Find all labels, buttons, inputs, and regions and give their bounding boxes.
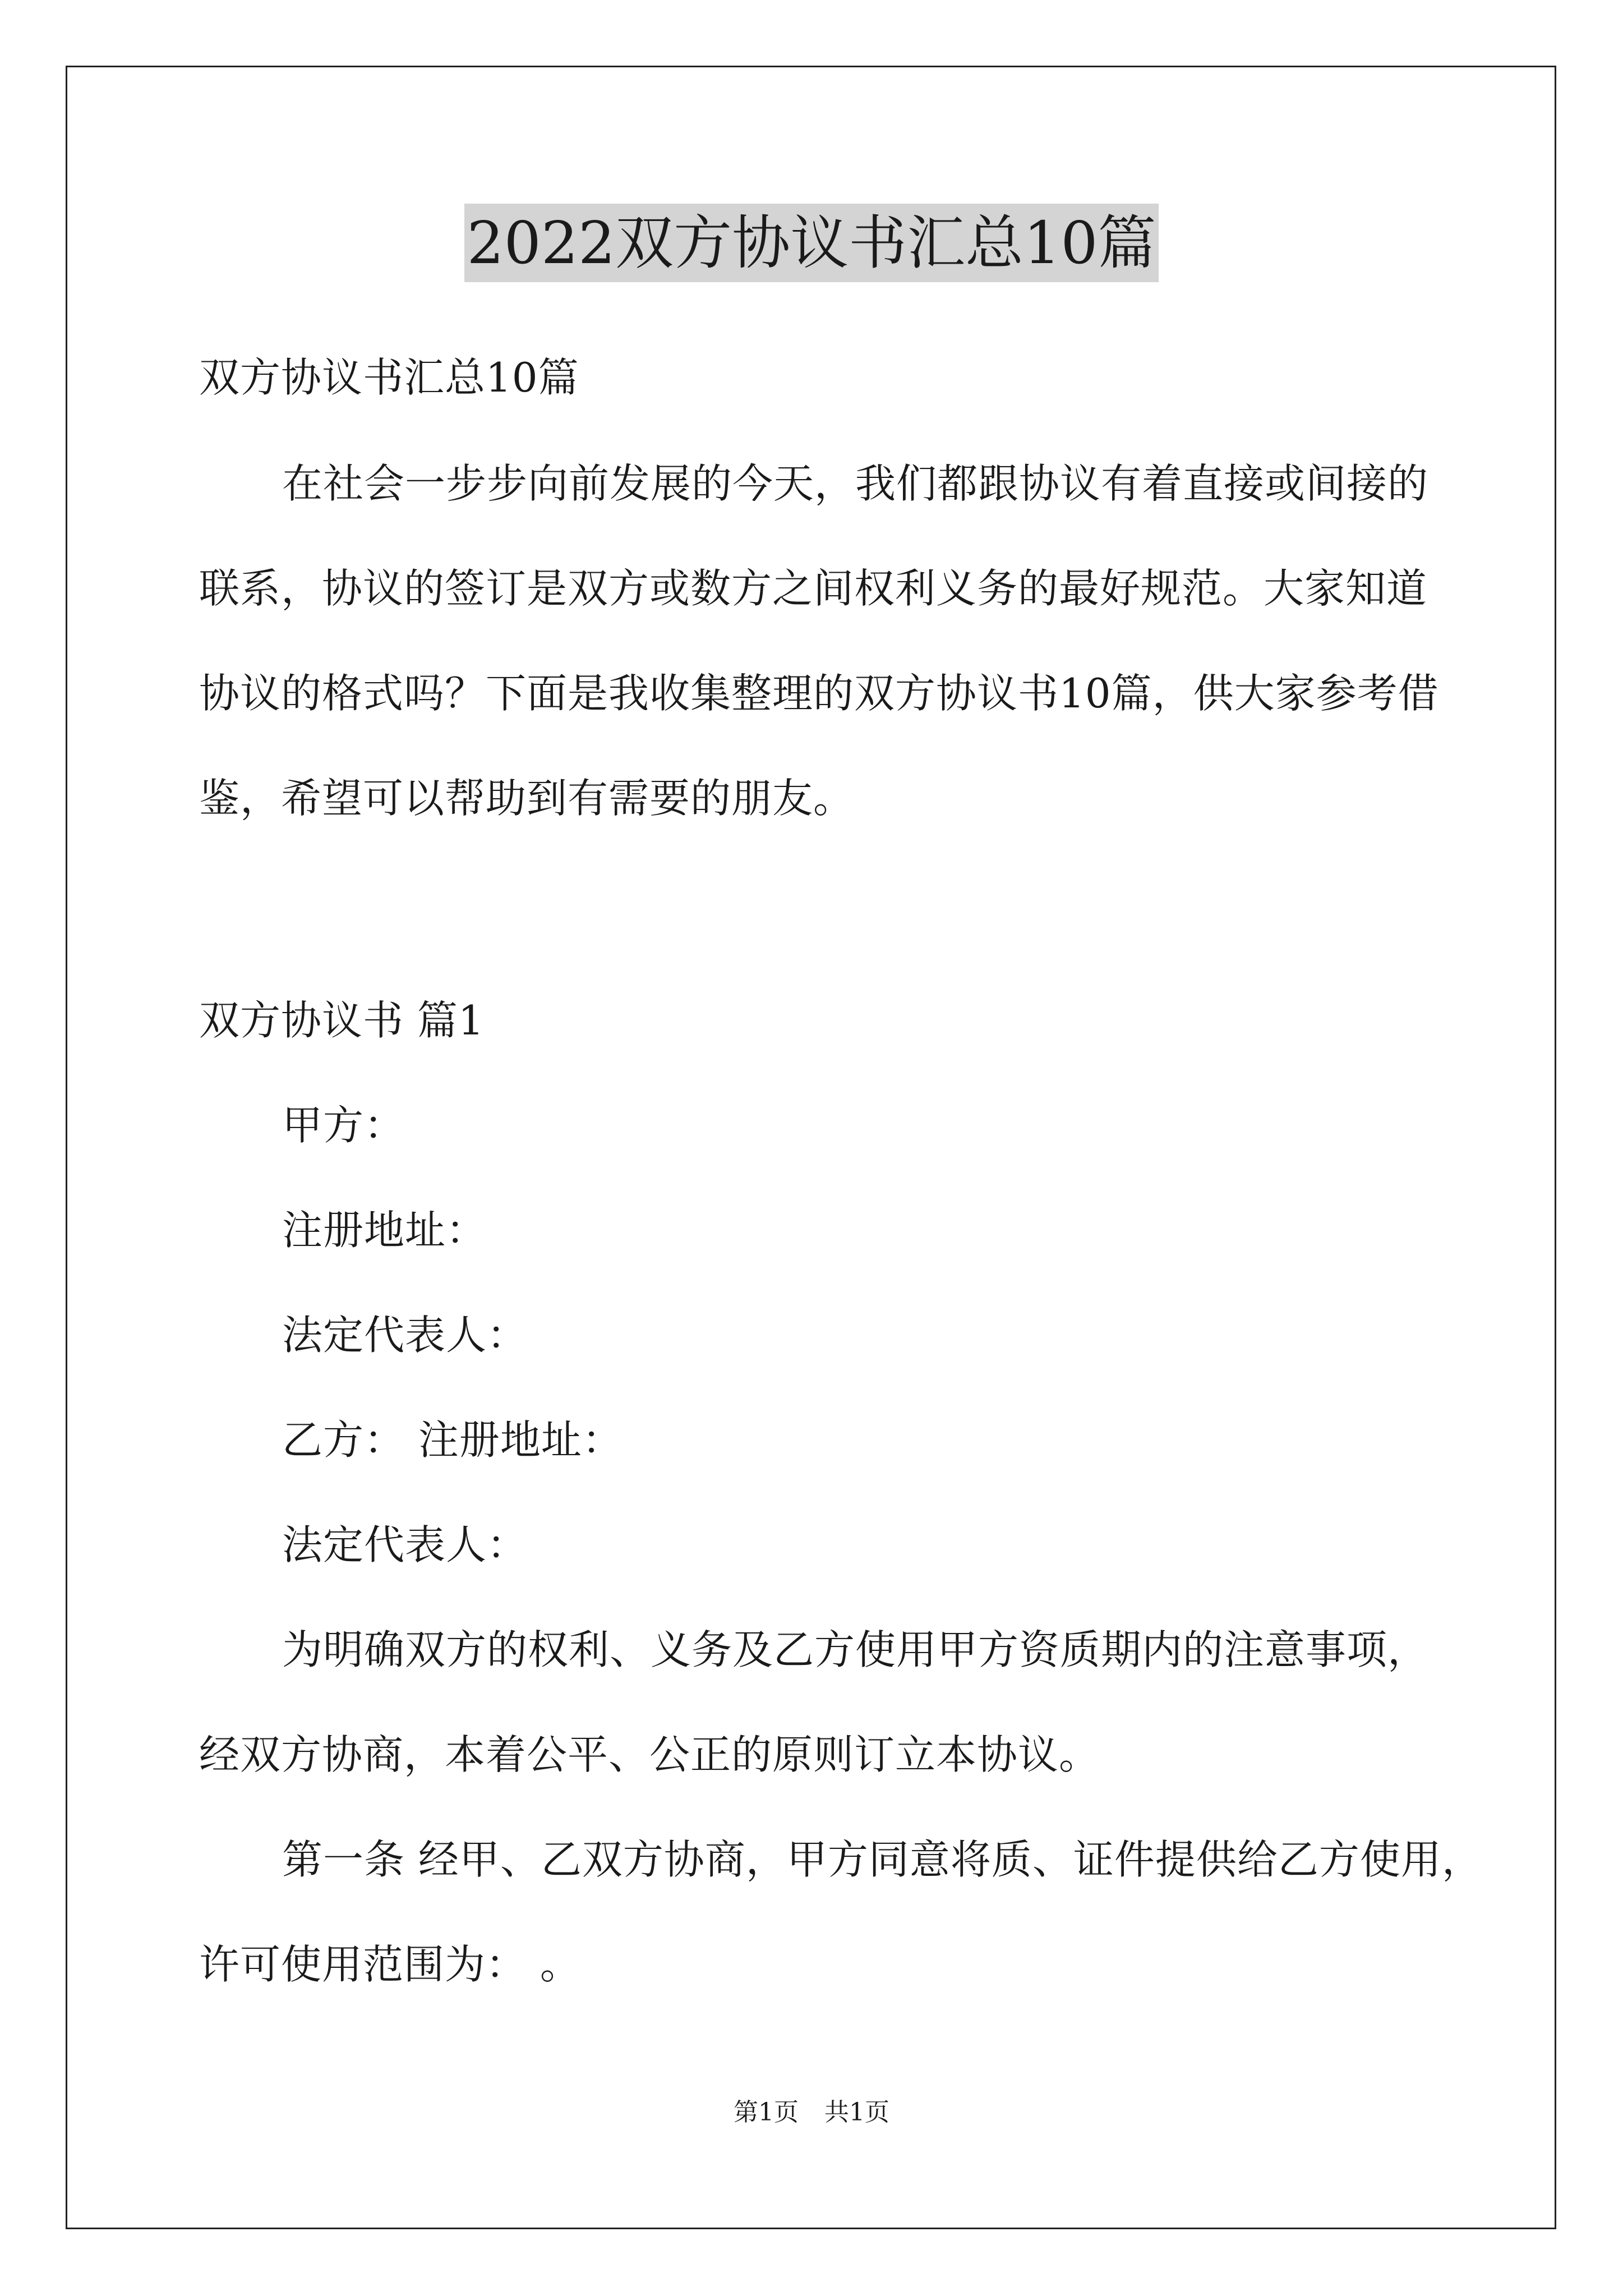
page-current: 第1页 [734, 2098, 799, 2127]
party-a-label: 甲方： [282, 1102, 405, 1149]
party-a-rep-label: 法定代表人： [282, 1312, 528, 1359]
intro-line-1: 在社会一步步向前发展的今天，我们都跟协议有着直接或间接的 [282, 460, 1429, 507]
party-a-address-label: 注册地址： [282, 1207, 487, 1254]
title-container [0, 204, 1623, 282]
purpose-line-2: 经双方协商，本着公平、公正的原则订立本协议。 [199, 1731, 1100, 1778]
section-heading: 双方协议书 篇1 [199, 997, 485, 1044]
intro-line-4: 鉴，希望可以帮助到有需要的朋友。 [199, 775, 855, 822]
page-total: 共1页 [824, 2098, 889, 2127]
document-title: 2022双方协议书汇总10篇 [464, 204, 1158, 282]
document-subtitle: 双方协议书汇总10篇 [199, 354, 579, 401]
page-footer [0, 2096, 1623, 2129]
intro-line-3: 协议的格式吗？下面是我收集整理的双方协议书10篇，供大家参考借 [199, 670, 1439, 717]
purpose-line-1: 为明确双方的权利、义务及乙方使用甲方资质期内的注意事项， [282, 1626, 1429, 1673]
article1-line-1: 第一条 经甲、乙双方协商，甲方同意将质、证件提供给乙方使用， [282, 1836, 1483, 1883]
party-b-label: 乙方： 注册地址： [282, 1416, 623, 1464]
intro-line-2: 联系，协议的签订是双方或数方之间权利义务的最好规范。大家知道 [199, 565, 1428, 612]
article1-line-2: 许可使用范围为： 。 [199, 1941, 581, 1988]
party-b-rep-label: 法定代表人： [282, 1521, 528, 1568]
